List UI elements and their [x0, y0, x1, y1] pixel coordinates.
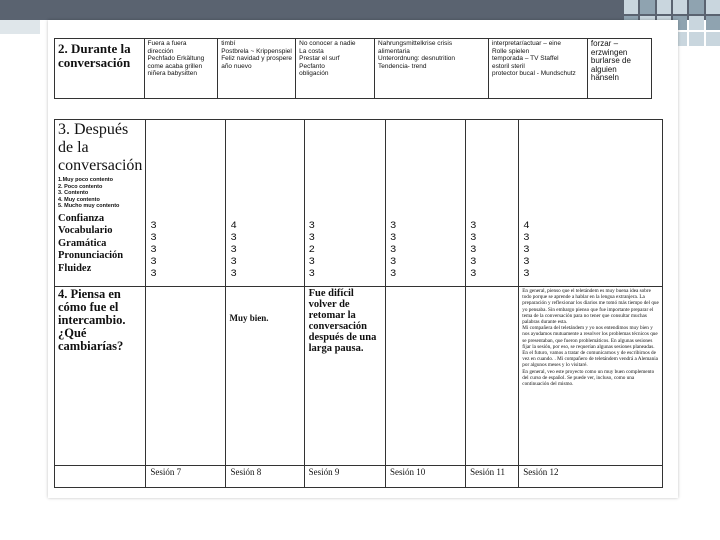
durante-table	[54, 38, 652, 99]
criteria-list: Confianza Vocabulario Gramática Pronunciación Fluidez	[58, 212, 124, 274]
piensa-s11	[466, 286, 519, 465]
session-corner	[55, 465, 146, 487]
scores-s11: 3 3 3 3 3	[466, 120, 519, 287]
scores-s12: 4 3 3 3 3	[519, 120, 663, 287]
scores-s9: 3 3 2 3 3	[304, 120, 385, 287]
durante-cell-s10: Nahrungsmittelkrise crisis alimentaria Unterordnung: desnutrition Tendencia- trend	[375, 39, 489, 99]
durante-cell-s9: No conocer a nadie La costa Prestar el surf Pecfanto obligación	[296, 39, 375, 99]
durante-cell-s8: timbí Postbrela ~ Krippenspiel Feliz navidad y prospere año nuevo	[218, 39, 296, 99]
scores-s8: 4 3 3 3 3	[226, 120, 304, 287]
piensa-heading: 4. Piensa en cómo fue el intercambio. ¿Qué cambiarías?	[55, 286, 146, 465]
scores-s10: 3 3 3 3 3	[386, 120, 466, 287]
session-label: Sesión 7	[146, 465, 226, 487]
session-label: Sesión 12	[519, 465, 663, 487]
durante-cell-s12: forzar – erzwingen burlarse de alguien hänseln	[587, 39, 651, 99]
piensa-s9: Fue difícil volver de retomar la conversación después de una larga pausa.	[304, 286, 385, 465]
piensa-s12: En general, pienso que el teletándem es muy buena idea sobre todo porque se aprende a hablar en la lengua extranjera. La preparación y reflexionar los diarios me tomó más tiempo del que yo pensaba. Sin embargo pienso que fue importante preparar el tema de la conversación para no tener que consultar muchas palabras durante esta. Mi compañera del teletándem y yo nos entendimos muy bien y nos ayudamos mutuamente a resolver los problemas técnicos que se presentaban, que fueron problemáticos. En algunas sesiones fijar la sesión, por eso, se requerían algunas sesiones planeadas. En el futuro, vamos a tratar de comunicarnos y de escribirnos de vez en cuando. . Mi compañero de teletándem vendrá a Alemania por algunos meses y lo visitaré. En general, veo este proyecto como un muy buen complemento del curso de español. Se puede ver, incluso, como una continuación del mismo.	[519, 286, 663, 465]
scale-legend: 1.Muy poco contento 2. Poco contento 3. Contento 4. Muy contento 5. Mucho muy contento	[58, 177, 120, 209]
durante-cell-s7: Fuera a fuera dirección Pechfado Erkältung come acaba grillen niñera babysitten	[144, 39, 218, 99]
slide-header-band	[0, 0, 720, 20]
durante-heading: 2. Durante la conversación	[55, 39, 145, 99]
session-label: Sesión 9	[304, 465, 385, 487]
document-page	[48, 20, 678, 498]
despues-heading: 3. Después de la conversación	[58, 121, 143, 174]
slide-header-accent	[0, 20, 40, 34]
session-label: Sesión 10	[386, 465, 466, 487]
piensa-s7	[146, 286, 226, 465]
piensa-s10	[386, 286, 466, 465]
session-label: Sesión 8	[226, 465, 304, 487]
session-label: Sesión 11	[466, 465, 519, 487]
durante-cell-s11: interpretar/actuar – eine Rolle spielen temporada – TV Staffel estoril steril protector bucal - Mundschutz	[488, 39, 587, 99]
piensa-s8: Muy bien.	[226, 286, 304, 465]
evaluacion-table	[54, 119, 663, 488]
despues-cell	[55, 120, 146, 287]
scores-s7: 3 3 3 3 3	[146, 120, 226, 287]
